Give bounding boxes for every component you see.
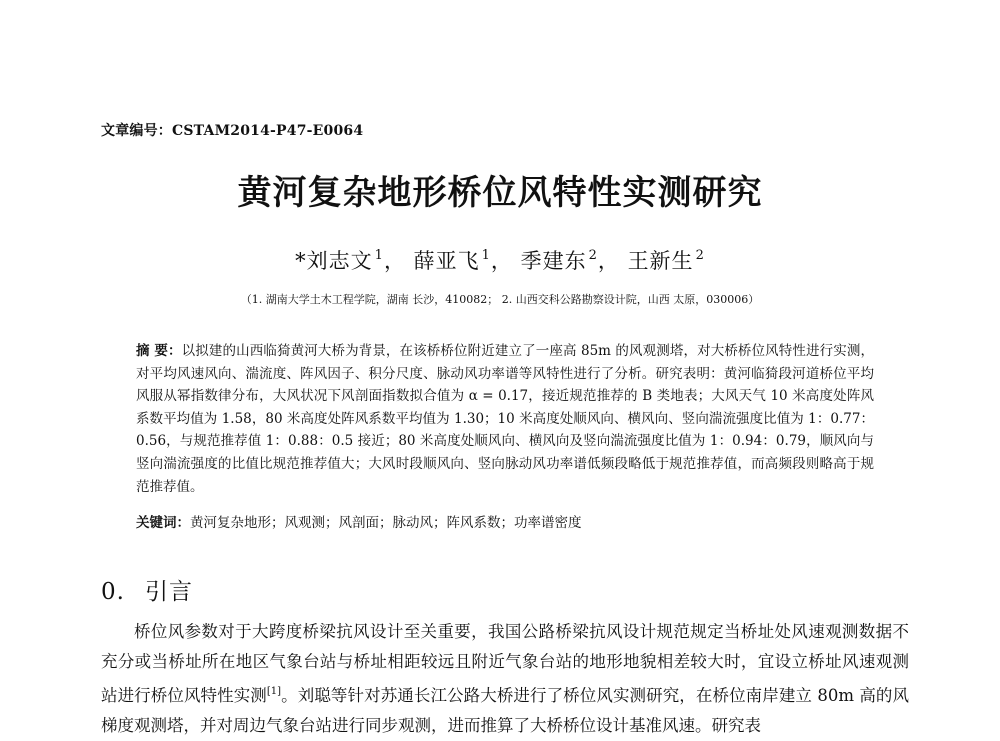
keywords-text: 黄河复杂地形；风观测；风剖面；脉动风；阵风系数；功率谱密度	[190, 515, 582, 531]
section-heading	[101, 573, 193, 606]
author: 王新生 $^2$	[627, 248, 705, 273]
affiliation: （1. 湖南大学土木工程学院，湖南 长沙，410082； 2. 山西交科公路勘察设计院，山西 太原，030006）	[240, 293, 760, 306]
abstract-label: 摘 要：	[136, 343, 182, 359]
author-list	[0, 245, 1000, 275]
citation: [1]	[266, 686, 282, 697]
keywords	[136, 512, 874, 534]
author: *刘志文 $^1$，	[295, 248, 406, 273]
section-title: 引言	[144, 579, 193, 605]
paper-title: 黄河复杂地形桥位风特性实测研究	[237, 173, 763, 213]
author: 薛亚飞 $^1$，	[413, 248, 513, 273]
author: 季建东 $^2$，	[520, 248, 620, 273]
abstract-text: 以拟建的山西临猗黄河大桥为背景，在该桥桥位附近建立了一座高 85m 的风观测塔，对大桥桥位风特性进行实测，对平均风速风向、湍流度、阵风因子、积分尺度、脉动风功率谱等风特性进行了分析。研究表明：黄河临猗段河道桥位平均风服从幂指数律分布，大风状况下风剖面指数拟合值为 α = 0.17，接近规范推荐的 B 类地表；大风天气 10 米高度处阵风系数平均值为 1.58，80 米高度处阵风系数平均值为 1.30；10 米高度处顺风向、横风向、竖向湍流强度比值为 1：0.77：0.56，与规范推荐值 1：0.88：0.5 接近；80 米高度处顺风向、横风向及竖向湍流强度比值为 1：0.94：0.79，顺风向与竖向湍流强度的比值比规范推荐值大；大风时段顺风向、竖向脉动风功率谱低频段略低于规范推荐值，而高频段则略高于规范推荐值。	[136, 343, 874, 495]
abstract	[136, 340, 874, 498]
article-id: 文章编号：CSTAM2014-P47-E0064	[101, 123, 364, 139]
section-number: 0.	[101, 579, 125, 605]
intro-paragraph: 桥位风参数对于大跨度桥梁抗风设计至关重要，我国公路桥梁抗风设计规范规定当桥址处风速观测数据不充分或当桥址所在地区气象台站与桥址相距较远且附近气象台站的地形地貌相差较大时，宜设立桥址风速观测站进行桥位风特性实测[1]。刘聪等针对苏通长江公路大桥进行了桥位风实测研究，在桥位南岸建立 80m 高的风梯度观测塔，并对周边气象台站进行同步观测，进而推算了大桥桥位设计基准风速。研究表	[101, 622, 910, 735]
keywords-label: 关键词：	[136, 515, 190, 531]
